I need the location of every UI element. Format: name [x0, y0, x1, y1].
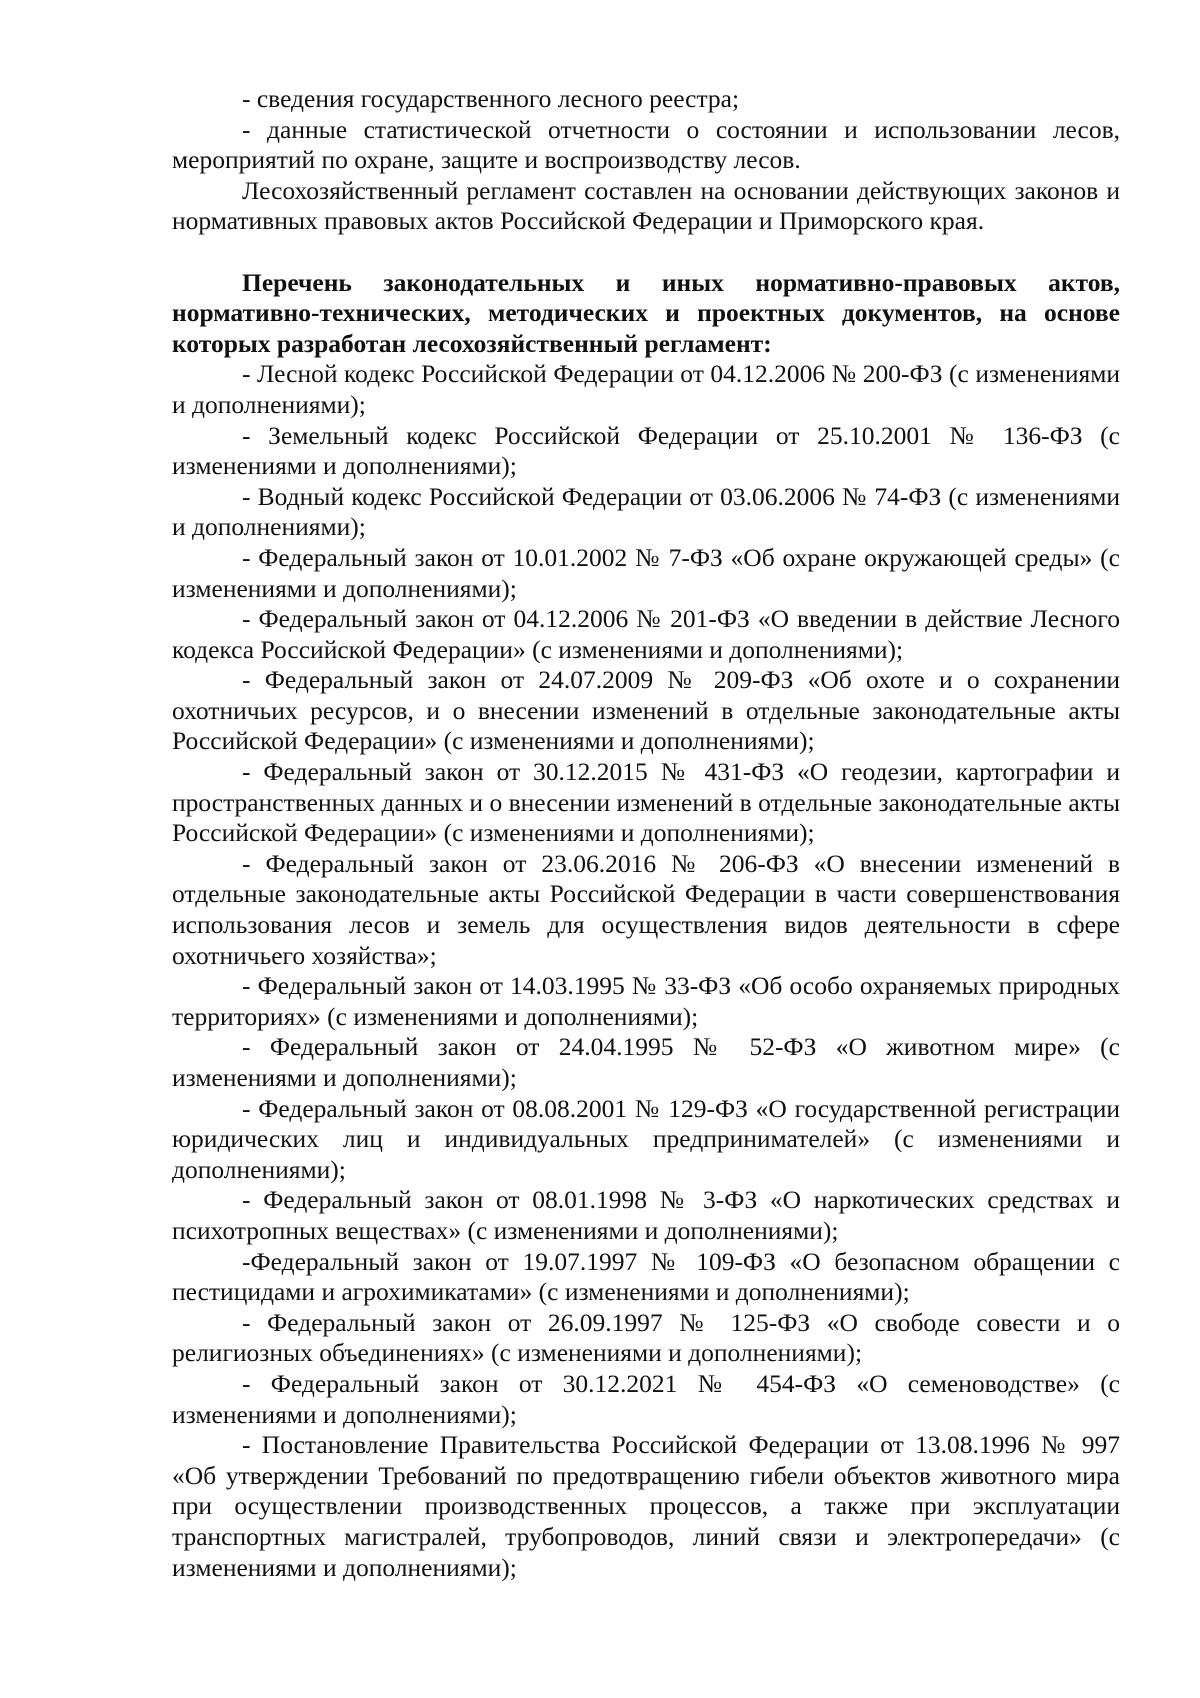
basis-paragraph: Лесохозяйственный регламент составлен на основании действующих законов и нормативных правовых актов Российской Федерации и Приморского края.: [172, 175, 1120, 236]
act-item: - Федеральный закон от 24.04.1995 № 52-ФЗ «О животном мире» (с изменениями и дополнениями);: [172, 1032, 1120, 1092]
blank-line: [172, 237, 1120, 268]
section-heading: Перечень законодательных и иных нормативно-правовых актов, нормативно-технических, методических и проектных документов, на основе которых разработан лесохозяйственный регламент:: [172, 267, 1120, 358]
act-item: - Федеральный закон от 30.12.2021 № 454-ФЗ «О семеноводстве» (с изменениями и дополнениями);: [172, 1368, 1120, 1429]
act-item: - Федеральный закон от 08.08.2001 № 129-ФЗ «О государственной регистрации юридических лиц и индивидуальных предпринимателей» (с изменениями и дополнениями);: [172, 1093, 1120, 1184]
act-item: - Федеральный закон от 30.12.2015 № 431-ФЗ «О геодезии, картографии и пространственных данных и о внесении изменений в отдельные законодательные акты Российской Федерации» (с изменениями и дополнениями);: [172, 757, 1120, 848]
act-item: - Федеральный закон от 23.06.2016 № 206-ФЗ «О внесении изменений в отдельные законодательные акты Российской Федерации в части совершенствования использования лесов и земель для осуществления видов деятельности в сфере охотничьего хозяйства»;: [172, 848, 1120, 970]
document-page: [172, 84, 1120, 1583]
act-item: - Федеральный закон от 24.07.2009 № 209-ФЗ «Об охоте и о сохранении охотничьих ресурсов, и о внесении изменений в отдельные законодательные акты Российской Федерации» (с изменениями и дополнениями);: [172, 665, 1120, 756]
list-item-forest-registry: - сведения государственного лесного реестра;: [242, 84, 740, 113]
act-item: - Федеральный закон от 04.12.2006 № 201-ФЗ «О введении в действие Лесного кодекса Российской Федерации» (с изменениями и дополнениями);: [172, 604, 1120, 664]
act-item: - Постановление Правительства Российской Федерации от 13.08.1996 № 997 «Об утверждении Требований по предотвращению гибели объектов животного мира при осуществлении производственных процессов, а также при эксплуатации транспортных магистралей, трубопроводов, линий связи и электропередачи» (с изменениями и дополнениями);: [172, 1430, 1120, 1582]
act-item: - Федеральный закон от 26.09.1997 № 125-ФЗ «О свободе совести и о религиозных объединениях» (с изменениями и дополнениями);: [172, 1307, 1120, 1368]
act-item: -Федеральный закон от 19.07.1997 № 109-ФЗ «О безопасном обращении с пестицидами и агрохимикатами» (с изменениями и дополнениями);: [172, 1246, 1120, 1307]
act-item: - Земельный кодекс Российской Федерации от 25.10.2001 № 136-ФЗ (с изменениями и дополнениями);: [172, 420, 1120, 481]
act-item: - Федеральный закон от 14.03.1995 № 33-ФЗ «Об особо охраняемых природных территориях» (с изменениями и дополнениями);: [172, 971, 1120, 1031]
act-item: - Лесной кодекс Российской Федерации от 04.12.2006 № 200-ФЗ (с изменениями и дополнениями);: [172, 359, 1120, 419]
act-item: - Водный кодекс Российской Федерации от 03.06.2006 № 74-ФЗ (с изменениями и дополнениями);: [172, 481, 1120, 542]
list-item-statistics: - данные статистической отчетности о состоянии и использовании лесов, мероприятий по охране, защите и воспроизводству лесов.: [172, 114, 1120, 175]
act-item: - Федеральный закон от 10.01.2002 № 7-ФЗ «Об охране окружающей среды» (с изменениями и дополнениями);: [172, 542, 1120, 603]
act-item: - Федеральный закон от 08.01.1998 № 3-ФЗ «О наркотических средствах и психотропных веществах» (с изменениями и дополнениями);: [172, 1185, 1120, 1245]
